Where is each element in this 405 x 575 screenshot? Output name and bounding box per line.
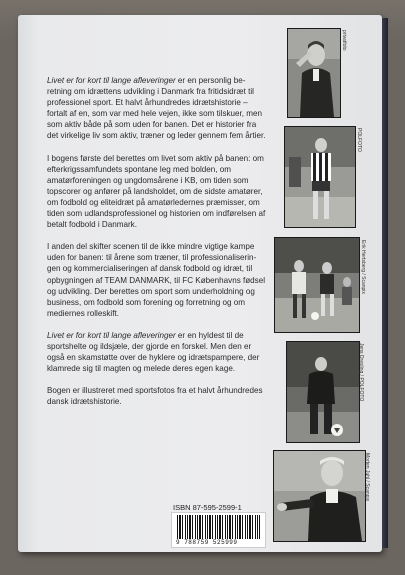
photo-credit-1: privatfoto (341, 30, 347, 51)
photo-striped-player (284, 126, 356, 228)
paragraph-2: I bogens første del berettes om livet som aktiv på banen: om efterkrigssamfundets spontane leg med bolden, om amatørforeningen og ungdomsårene i KB, om tiden som topscorer og anfører på landsholdet, om de sidste amatører, om fodbold og eliteidræt på amatørledernes præmisser, om tiden som udlandsprofessionel og historien om indførelsen af betalt fodbold i Danmark. (47, 153, 266, 230)
photo-credit-3: Erik Hertsberg / Scanpix (360, 240, 366, 294)
photo-saluting-boy (287, 28, 341, 118)
photo-man-pointing-image (274, 451, 365, 541)
book-spine-edge (382, 18, 388, 548)
photo-credit-5: Morten Juhl / Scanpix (364, 453, 370, 502)
book-title-italic: Livet er for kort til lange afleveringer (47, 76, 176, 85)
barcode-bars (177, 515, 260, 539)
paragraph-1: Livet er for kort til lange afleveringer er en personlig be-retning om idrættens udvikling i Danmark fra fritidsidræt til professionel sport. Et halvt århundredes idrætshistorie – fortalt af en, som var med hele vejen, ikke som tilskuer, men som aktiv både på som uden for banen. Det er historier fra det virkelige liv som aktiv, træner og leder gennem fem årtier. (47, 76, 266, 141)
paragraph-4: Livet er for kort til lange afleveringer er en hyldest til de sportshelte og ildsjæle, der gjorde en forskel. Men den er også en skamstøtte over de hyklere og idrætspampere, der klamrede sig til magten og melede deres egen kage. (47, 330, 260, 374)
photo-coach-with-ball-image (287, 342, 359, 442)
photo-match-action (274, 237, 360, 333)
photo-saluting-boy-image (288, 29, 340, 117)
photo-coach-with-ball (286, 341, 360, 443)
photo-man-pointing (273, 450, 366, 542)
book-title-italic: Livet er for kort til lange afleveringer (47, 330, 176, 340)
paragraph-3: I anden del skifter scenen til de ikke mindre vigtige kampe uden for banen: til årene som træner, til professionaliserin-gen og kommercialiseringen af dansk fodbold og idræt, til opbygningen af TEAM DANMARK, til FC Københavns fødsel og udvikling. Der berettes om sport som underholdning og business, om fodbold som forening og forretning og om mediernes rolleskift. (47, 242, 266, 318)
barcode-number: 9 788759 525999 (176, 539, 238, 546)
blurb-text (47, 75, 269, 418)
isbn-label: ISBN 87-595-2599-1 (173, 503, 242, 512)
photo-match-action-image (275, 238, 359, 332)
photo-credit-4: Jens Dresling / POLFOTO (358, 343, 364, 402)
photo-credit-2: POLFOTO (356, 128, 362, 152)
photo-striped-player-image (285, 127, 355, 227)
paragraph-5: Bogen er illustreret med sportsfotos fra et halvt århundredes dansk idrætshistorie. (47, 386, 263, 407)
barcode (171, 512, 266, 548)
